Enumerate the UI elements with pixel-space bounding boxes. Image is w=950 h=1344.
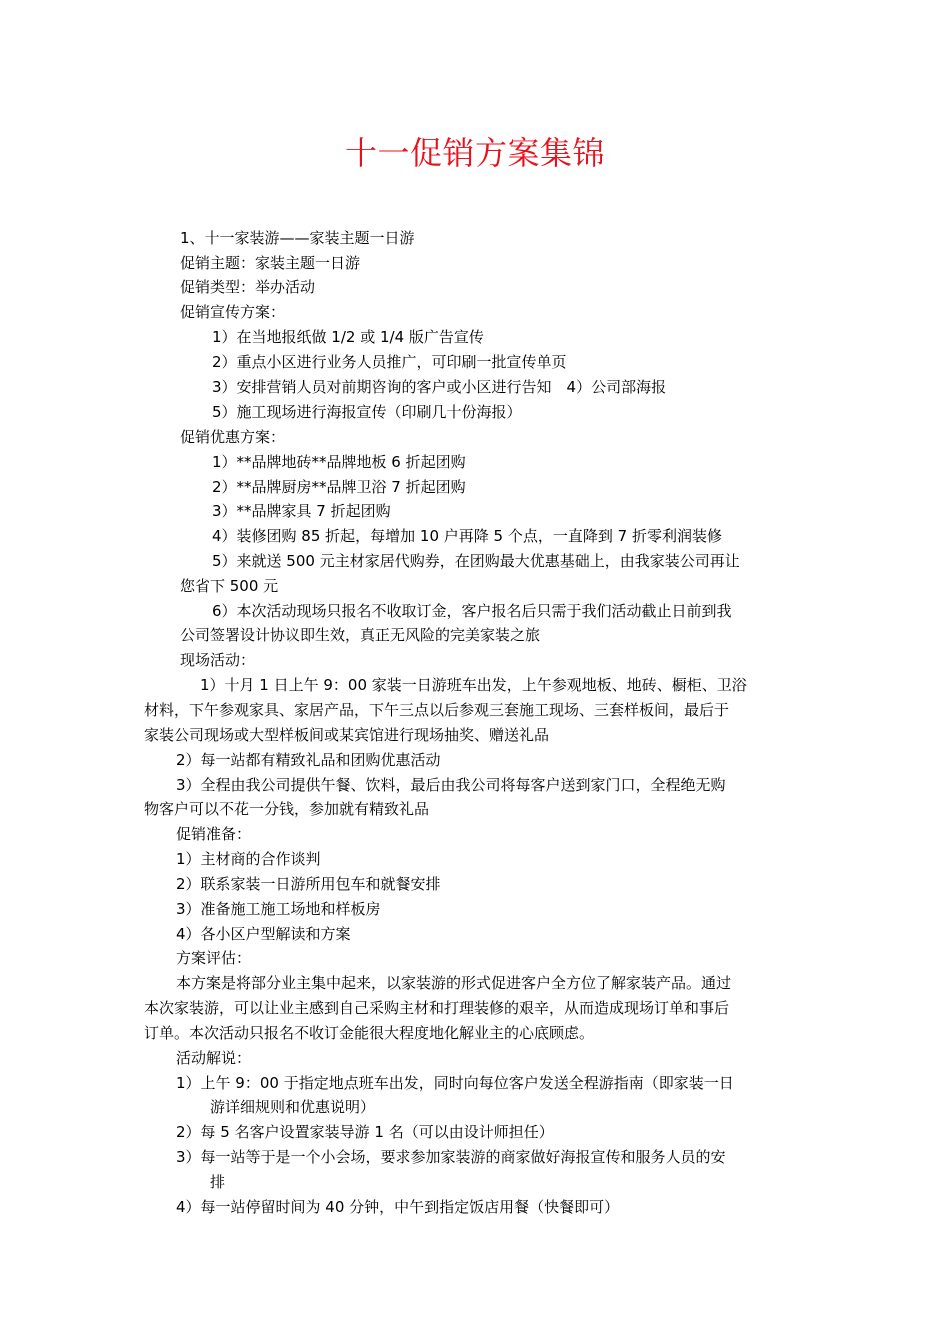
- text-line: 3）**品牌家具 7 折起团购: [212, 502, 391, 520]
- text-line: 2）**品牌厨房**品牌卫浴 7 折起团购: [212, 478, 466, 496]
- text-line: 游详细规则和优惠说明）: [210, 1098, 376, 1116]
- text-line: 排: [210, 1173, 226, 1191]
- text-line: 3）每一站等于是一个小会场，要求参加家装游的商家做好海报宣传和服务人员的安: [176, 1148, 726, 1166]
- text-line: 3）安排营销人员对前期咨询的客户或小区进行告知 4）公司部海报: [212, 378, 667, 396]
- text-line: 2）每 5 名客户设置家装导游 1 名（可以由设计师担任）: [176, 1123, 554, 1141]
- text-line: 订单。本次活动只报名不收订金能很大程度地化解业主的心底顾虑。: [144, 1024, 595, 1042]
- text-line: 1）主材商的合作谈判: [176, 850, 321, 868]
- document-title: 十一促销方案集锦: [344, 134, 605, 172]
- text-line: 物客户可以不花一分钱，参加就有精致礼品: [144, 800, 430, 818]
- text-line: 本方案是将部分业主集中起来，以家装游的形式促进客户全方位了解家装产品。通过: [176, 974, 732, 992]
- text-line: 促销优惠方案：: [180, 428, 286, 446]
- text-line: 6）本次活动现场只报名不收取订金，客户报名后只需于我们活动截止日前到我: [212, 602, 732, 620]
- text-line: 1）在当地报纸做 1/2 或 1/4 版广告宣传: [212, 328, 484, 346]
- text-line: 2）联系家装一日游所用包车和就餐安排: [176, 875, 441, 893]
- text-line: 促销主题：家装主题一日游: [180, 254, 361, 272]
- text-line: 您省下 500 元: [180, 577, 279, 595]
- text-line: 本次家装游，可以让业主感到自己采购主材和打理装修的艰辛，从而造成现场订单和事后: [144, 999, 730, 1017]
- text-line: 2）重点小区进行业务人员推广，可印刷一批宣传单页: [212, 353, 567, 371]
- text-line: 4）各小区户型解读和方案: [176, 925, 351, 943]
- text-line: 1）上午 9：00 于指定地点班车出发，同时向每位客户发送全程游指南（即家装一日: [176, 1074, 734, 1092]
- text-line: 5）施工现场进行海报宣传（印刷几十份海报）: [212, 403, 522, 421]
- text-line: 3）准备施工施工场地和样板房: [176, 900, 381, 918]
- text-line: 4）每一站停留时间为 40 分钟，中午到指定饭店用餐（快餐即可）: [176, 1198, 620, 1216]
- text-line: 活动解说：: [176, 1049, 252, 1067]
- text-line: 1、十一家装游——家装主题一日游: [180, 229, 415, 247]
- text-line: 促销准备：: [176, 825, 252, 843]
- text-line: 材料，下午参观家具、家居产品，下午三点以后参观三套施工现场、三套样板间，最后于: [144, 701, 730, 719]
- text-line: 4）装修团购 85 折起，每增加 10 户再降 5 个点，一直降到 7 折零利润装修: [212, 527, 722, 545]
- text-line: 1）十月 1 日上午 9：00 家装一日游班车出发，上午参观地板、地砖、橱柜、卫浴: [200, 676, 747, 694]
- text-line: 3）全程由我公司提供午餐、饮料，最后由我公司将每客户送到家门口，全程绝无购: [176, 776, 726, 794]
- text-line: 5）来就送 500 元主材家居代购券，在团购最大优惠基础上，由我家装公司再让: [212, 552, 740, 570]
- text-line: 促销宣传方案：: [180, 303, 286, 321]
- text-line: 现场活动：: [180, 651, 256, 669]
- text-line: 家装公司现场或大型样板间或某宾馆进行现场抽奖、赠送礼品: [144, 726, 550, 744]
- text-line: 方案评估：: [176, 949, 252, 967]
- text-line: 公司签署设计协议即生效，真正无风险的完美家装之旅: [180, 626, 541, 644]
- text-line: 2）每一站都有精致礼品和团购优惠活动: [176, 751, 441, 769]
- text-line: 1）**品牌地砖**品牌地板 6 折起团购: [212, 453, 466, 471]
- text-line: 促销类型：举办活动: [180, 278, 316, 296]
